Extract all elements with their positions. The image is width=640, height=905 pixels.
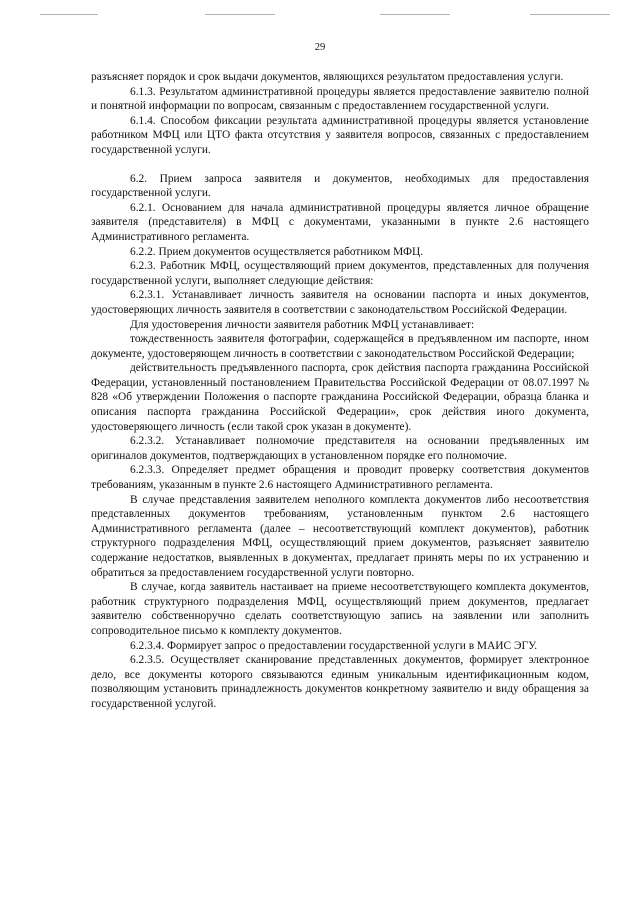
section-heading: 6.2. Прием запроса заявителя и документов, необходимых для предоставления государственной услуги. xyxy=(91,172,589,200)
paragraph: 6.2.3. Работник МФЦ, осуществляющий прием документов, представленных для получения государственной услуги, выполняет следующие действия: xyxy=(91,260,589,287)
scan-artifact xyxy=(380,14,450,15)
paragraph: 6.1.3. Результатом административной процедуры является предоставление заявителю полной и понятной информации по вопросам, связанным с предоставлением государственной услуги. xyxy=(91,85,589,113)
paragraph: 6.2.3.2. Устанавливает полномочие представителя на основании предъявленных им оригиналов документов, подтверждающих в установленном порядке его полномочие. xyxy=(91,435,589,462)
paragraph: действительность предъявленного паспорта, срок действия паспорта гражданина Российской Федерации, установленный постановлением Правительства Российской Федерации от 08.07.1997 № 828 «Об утверждении Положения о паспорте гражданина Российской Федерации, образца бланка и описания паспорта гражданина Российской Федерации», срок действия иного документа, удостоверяющего личность (если такой срок указан в документе). xyxy=(91,362,589,433)
paragraph: 6.2.3.1. Устанавливает личность заявителя на основании паспорта и иных документов, удостоверяющих личность заявителя в соответствии с законодательством Российской Федерации. xyxy=(91,289,589,316)
paragraph: 6.2.2. Прием документов осуществляется работником МФЦ. xyxy=(130,245,424,258)
paragraph: тождественность заявителя фотографии, содержащейся в предъявленном им паспорте, ином документе, удостоверяющем личность в соответствии с законодательством Российской Федерации; xyxy=(91,333,589,360)
paragraph: 6.2.3.3. Определяет предмет обращения и проводит проверку соответствия документов требованиям, указанным в пункте 2.6 настоящего Административного регламента. xyxy=(91,464,589,492)
page-number: 29 xyxy=(314,42,326,53)
scan-artifact xyxy=(40,14,98,15)
paragraph: разъясняет порядок и срок выдачи документов, являющихся результатом предоставления услуги. xyxy=(91,71,564,83)
paragraph: Для удостоверения личности заявителя работник МФЦ устанавливает: xyxy=(130,318,475,331)
paragraph: В случае представления заявителем неполного комплекта документов либо несоответствия представленных документов требованиям, установленным пунктом 2.6 настоящего Административного регламента (далее – несоответствующий комплект документов), работник структурного подразделения МФЦ, осуществляющий прием документов, разъясняет заявителю содержание недостатков, выявленных в документах, предлагает принять меры по их устранению и обратиться за предоставлением государственной услуги повторно. xyxy=(91,493,589,579)
paragraph: 6.2.3.4. Формирует запрос о предоставлении государственной услуги в МАИС ЭГУ. xyxy=(130,639,538,652)
paragraph: 6.2.1. Основанием для начала административной процедуры является личное обращение заявителя (представителя) в МФЦ с документами, указанными в пункте 2.6 настоящего Административного регламента. xyxy=(91,201,589,243)
scan-artifact xyxy=(530,14,610,15)
document-body xyxy=(91,70,589,712)
paragraph: В случае, когда заявитель настаивает на приеме несоответствующего комплекта документов, работник структурного подразделения МФЦ, осуществляющий прием документов, предлагает заявителю собственноручно сделать соответствующую запись на заявлении или заполнить сопроводительное письмо к комплекту документов. xyxy=(91,581,589,637)
paragraph: 6.2.3.5. Осуществляет сканирование представленных документов, формирует электронное дело, все документы которого связываются единым уникальным идентификационным кодом, позволяющим установить принадлежность документов конкретному заявителю и виду обращения за государственной услугой. xyxy=(91,654,589,710)
paragraph: 6.1.4. Способом фиксации результата административной процедуры является установление работником МФЦ или ЦТО факта отсутствия у заявителя вопросов, связанных с предоставлением государственной услуги. xyxy=(91,114,589,156)
scan-artifact xyxy=(205,14,275,15)
